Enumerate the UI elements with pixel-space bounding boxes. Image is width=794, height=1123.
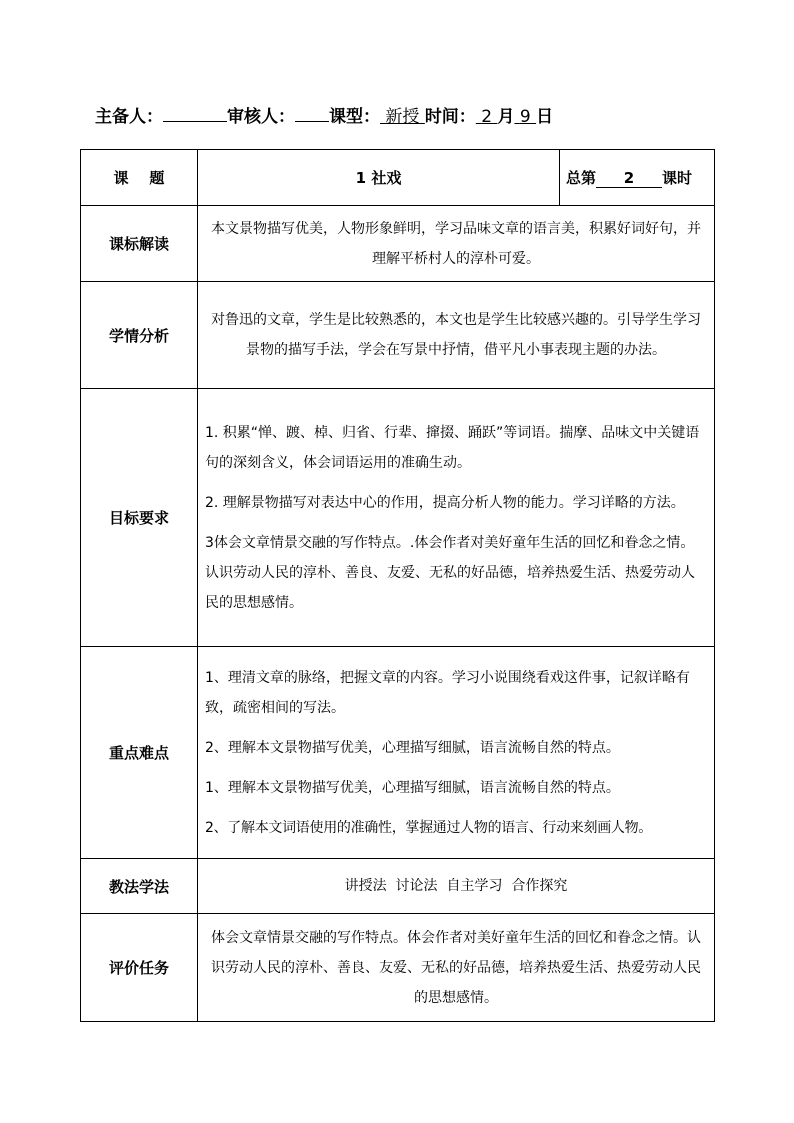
learner-label: 学情分析 <box>81 282 198 389</box>
preparer-label: 主备人： <box>95 107 163 127</box>
preparer-blank[interactable] <box>163 103 227 122</box>
goals-content <box>198 389 715 647</box>
methods-text: 讲授法 讨论法 自主学习 合作探究 <box>198 859 715 914</box>
document-header <box>95 103 715 129</box>
day-unit: 日 <box>536 107 554 127</box>
month-text: 2 <box>481 107 493 127</box>
period-prefix: 总第 <box>566 169 597 187</box>
topic-row <box>81 150 715 206</box>
goals-row <box>81 389 715 647</box>
type-value-text: 新授 <box>385 107 420 127</box>
focus-item-3: 1、理解本文景物描写优美，心理描写细腻，语言流畅自然的特点。 <box>205 779 620 796</box>
month-value <box>476 107 498 127</box>
focus-content <box>198 647 715 859</box>
goal-item-1: 1. 积累“惮、踱、棹、归省、行辈、撺掇、踊跃”等词语。揣摩、品味文中关键语句的深刻含义，体会词语运用的准确生动。 <box>205 424 700 471</box>
focus-label: 重点难点 <box>81 647 198 859</box>
period-suffix: 课时 <box>662 169 693 187</box>
reviewer-blank[interactable] <box>295 103 329 122</box>
day-value <box>514 107 536 127</box>
curriculum-text: 本文景物描写优美，人物形象鲜明，学习品味文章的语言美，积累好词好句，并理解平桥村人的淳朴可爱。 <box>198 206 715 282</box>
period-cell <box>560 150 715 206</box>
type-label: 课型： <box>329 107 380 127</box>
goal-item-3: 3体会文章情景交融的写作特点。.体会作者对美好童年生活的回忆和眷念之情。认识劳动人民的淳朴、善良、友爱、无私的好品德，培养热爱生活、热爱劳动人民的思想感情。 <box>205 534 695 611</box>
month-unit: 月 <box>497 107 515 127</box>
type-value <box>380 107 425 127</box>
goal-item-2: 2. 理解景物描写对表达中心的作用，提高分析人物的能力。学习详略的方法。 <box>205 494 685 511</box>
methods-row <box>81 859 715 914</box>
focus-item-2: 2、理解本文景物描写优美，心理描写细腻，语言流畅自然的特点。 <box>205 739 620 756</box>
reviewer-label: 审核人： <box>227 107 295 127</box>
topic-value: 1 社戏 <box>198 150 560 206</box>
methods-label: 教法学法 <box>81 859 198 914</box>
curriculum-label: 课标解读 <box>81 206 198 282</box>
focus-item-1: 1、理清文章的脉络，把握文章的内容。学习小说围绕看戏这件事，记叙详略有致，疏密相间的写法。 <box>205 669 690 716</box>
evaluation-row <box>81 914 715 1022</box>
evaluation-text: 体会文章情景交融的写作特点。体会作者对美好童年生活的回忆和眷念之情。认识劳动人民的淳朴、善良、友爱、无私的好品德，培养热爱生活、热爱劳动人民的思想感情。 <box>198 914 715 1022</box>
learner-text: 对鲁迅的文章，学生是比较熟悉的，本文也是学生比较感兴趣的。引导学生学习景物的描写手法，学会在写景中抒情，借平凡小事表现主题的办法。 <box>198 282 715 389</box>
topic-label: 课 题 <box>81 150 198 206</box>
day-text: 9 <box>519 107 531 127</box>
focus-item-4: 2、了解本文词语使用的准确性，掌握通过人物的语言、行动来刻画人物。 <box>205 819 653 836</box>
evaluation-label: 评价任务 <box>81 914 198 1022</box>
learner-row <box>81 282 715 389</box>
period-value: 2 <box>596 169 662 188</box>
lesson-plan-table <box>80 149 715 1022</box>
time-label: 时间： <box>424 107 476 127</box>
goals-label: 目标要求 <box>81 389 198 647</box>
curriculum-row <box>81 206 715 282</box>
focus-row <box>81 647 715 859</box>
